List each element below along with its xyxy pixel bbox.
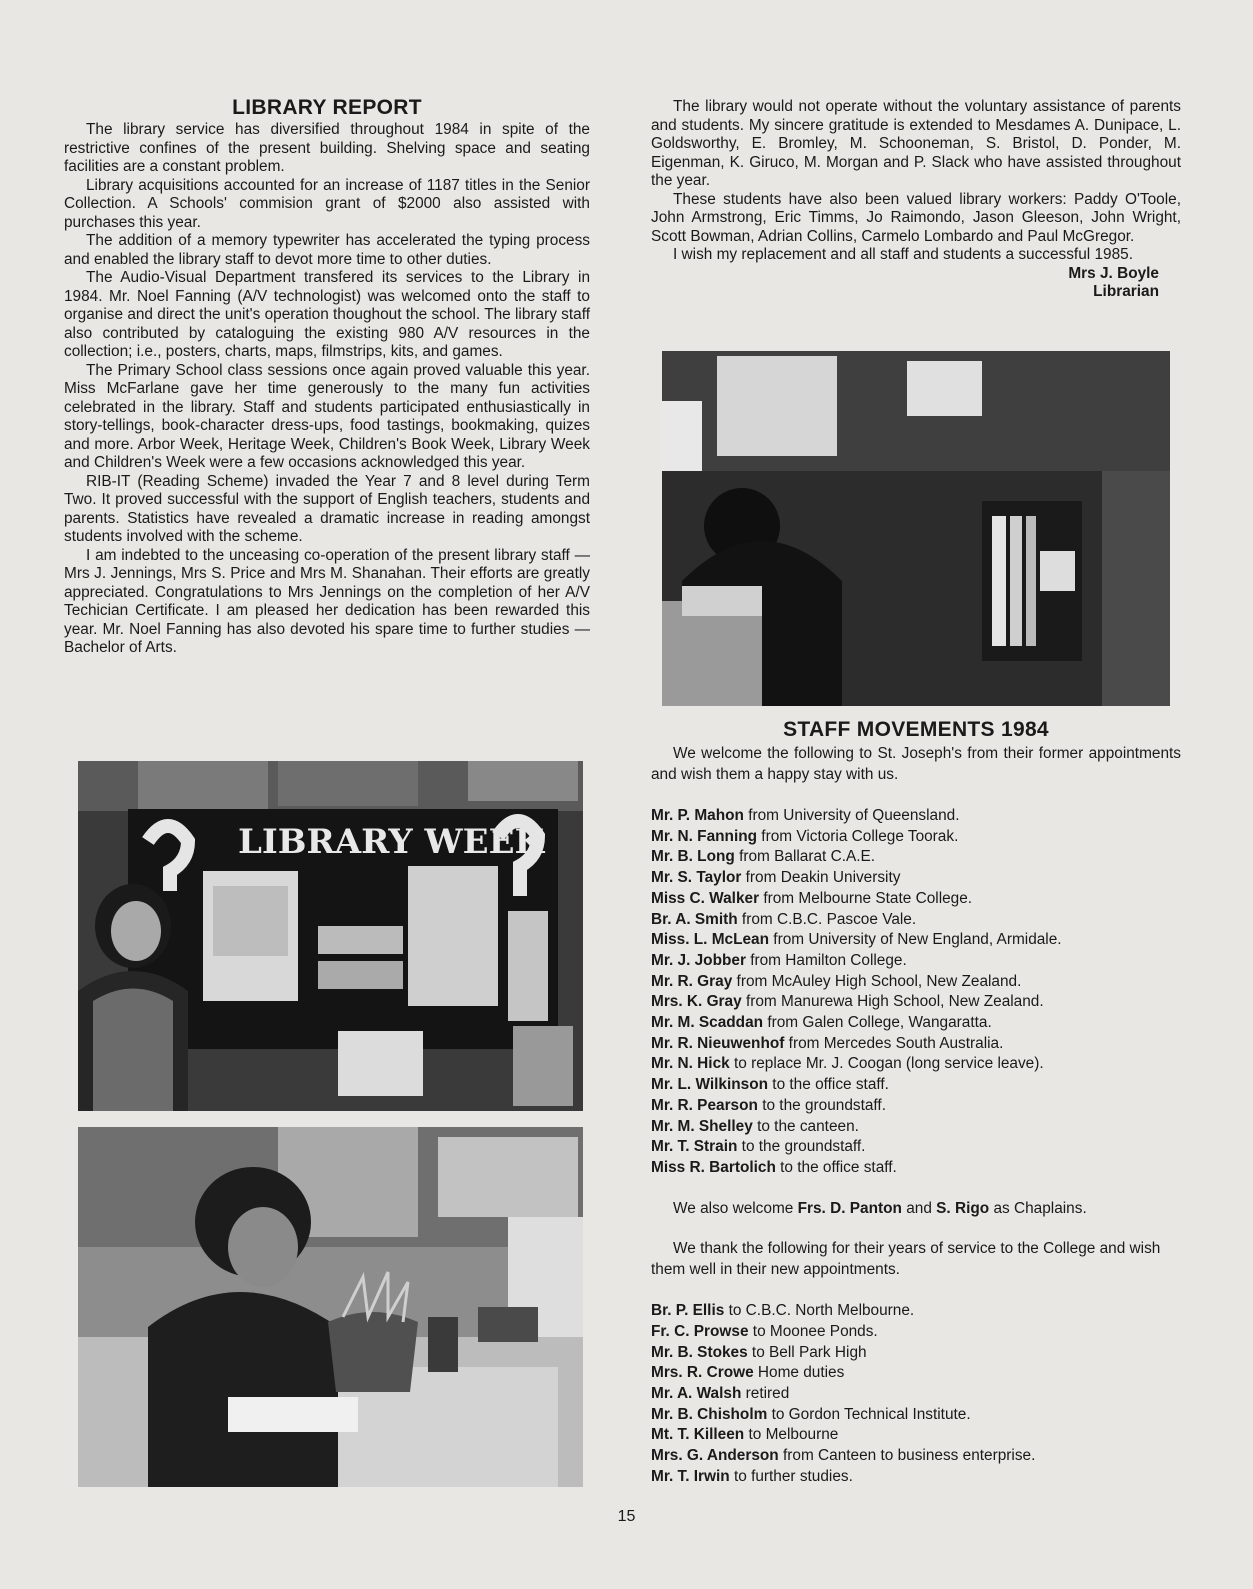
staff-detail: to Moonee Ponds. — [748, 1322, 878, 1340]
staff-name: Mrs. R. Crowe — [651, 1364, 754, 1382]
staff-movements-section — [651, 718, 1191, 1487]
staff-entry — [651, 1363, 1191, 1384]
staff-name: Mr. L. Wilkinson — [651, 1076, 769, 1094]
staff-detail: from Hamilton College. — [745, 951, 907, 969]
library-report-paragraph: Library acquisitions accounted for an increase of 1187 titles in the Senior Collection. A Schools' commision grant of $2000 also assisted with purchases this year. — [64, 176, 590, 231]
staff-name: Miss. L. McLean — [651, 931, 770, 949]
staff-detail: to Bell Park High — [747, 1343, 867, 1361]
staff-detail: to further studies. — [729, 1467, 853, 1485]
staff-entry — [651, 1013, 1191, 1034]
staff-entry — [651, 1446, 1191, 1467]
staff-name: Mr. M. Scaddan — [651, 1014, 764, 1032]
staff-name: Br. A. Smith — [651, 910, 738, 928]
staff-name: Miss R. Bartolich — [651, 1158, 776, 1176]
staff-detail: Home duties — [753, 1364, 845, 1382]
staff-entry — [651, 1075, 1191, 1096]
staff-detail: from Deakin University — [741, 869, 901, 887]
typewriter-photo-image — [78, 1127, 583, 1487]
staff-name: Mr. B. Chisholm — [651, 1405, 768, 1423]
staff-name: Mr. N. Hick — [651, 1055, 730, 1073]
staff-entry — [651, 1054, 1191, 1075]
staff-name: Mrs. G. Anderson — [651, 1447, 779, 1465]
signature-role: Librarian — [1093, 283, 1159, 300]
staff-detail: to Gordon Technical Institute. — [767, 1405, 971, 1423]
library-report-paragraph: The library service has diversified throughout 1984 in spite of the restrictive confines of the present building. Shelving space and seating facilities are a constant problem. — [64, 121, 590, 175]
staff-entry — [651, 1425, 1191, 1446]
library-report-paragraph: The Audio-Visual Department transfered its services to the Library in 1984. Mr. Noel Fanning (A/V technologist) was welcomed onto the staff to organise and direct the unit's operation thoughout the school. The library staff also contributed by cataloguing the existing 980 A/V resources in the collection; i.e., posters, charts, maps, filmstrips, kits, and games. — [64, 269, 590, 360]
page-number: 15 — [617, 1508, 636, 1525]
staff-detail: from Ballarat C.A.E. — [734, 848, 876, 866]
library-report-paragraph: The Primary School class sessions once again proved valuable this year. Miss McFarlane gave her time generously to the many fun activities celebrated in the library. Staff and students participated enthusiastically in story-tellings, book-character dress-ups, food tastings, bookmaking, quizes and more. Arbor Week, Heritage Week, Children's Book Week, Library Week and Children's Week were a few occasions acknowledged this year. — [64, 361, 590, 471]
arrivals-list — [651, 806, 1191, 1179]
library-report-column — [64, 96, 590, 658]
staff-movements-title: STAFF MOVEMENTS 1984 — [783, 718, 1049, 741]
staff-detail: to the office staff. — [768, 1076, 889, 1094]
staff-name: Mr. S. Taylor — [651, 869, 742, 887]
staff-detail: from Galen College, Wangaratta. — [763, 1014, 992, 1032]
library-report-paragraph: The library would not operate without the voluntary assistance of parents and students. My sincere gratitude is extended to Mesdames A. Dunipace, L. Goldsworthy, E. Bromley, M. Schooneman, S. Bristol, D. Ponder, M. Eigenman, K. Giruco, M. Morgan and P. Slack who have assisted throughout the year. — [651, 98, 1181, 189]
staff-entry — [651, 1096, 1191, 1117]
staff-entry — [651, 972, 1191, 993]
chaplains-note — [651, 1199, 1191, 1220]
staff-detail: from University of Queensland. — [743, 807, 960, 824]
library-week-photo — [78, 761, 583, 1111]
staff-entry — [651, 827, 1191, 848]
signature-name: Mrs J. Boyle — [1068, 264, 1159, 282]
staff-name: Fr. C. Prowse — [651, 1322, 749, 1340]
staff-entry — [651, 889, 1191, 910]
staff-name: Mr. B. Long — [651, 848, 735, 866]
staff-entry — [651, 868, 1191, 889]
staff-detail: to C.B.C. North Melbourne. — [724, 1302, 915, 1320]
chaplain-name: Frs. D. Panton — [797, 1199, 902, 1217]
typewriter-photo — [78, 1127, 583, 1487]
thanks-intro: We thank the following for their years of service to the College and wish them well in their new appointments. — [651, 1240, 1161, 1278]
staff-name: Miss C. Walker — [651, 889, 760, 907]
staff-name: Mr. T. Strain — [651, 1138, 738, 1156]
staff-entry — [651, 930, 1191, 951]
staff-entry — [651, 992, 1191, 1013]
staff-name: Mr. A. Walsh — [651, 1384, 742, 1402]
departures-list — [651, 1301, 1191, 1487]
staff-entry — [651, 1117, 1191, 1138]
staff-detail: to the office staff. — [775, 1158, 897, 1176]
staff-name: Mr. J. Jobber — [651, 951, 746, 969]
staff-detail: from C.B.C. Pascoe Vale. — [737, 910, 917, 928]
library-report-paragraph: I am indebted to the unceasing co-operation of the present library staff — Mrs J. Jennings, Mrs S. Price and Mrs M. Shanahan. Their efforts are greatly appreciated. Congratulations to Mrs Jennings on the completion of her A/V Techician Certificate. I am pleased her dedication has been rewarded this year. Mr. Noel Fanning has also devoted his spare time to further studies — Bachelor of Arts. — [64, 546, 590, 656]
staff-name: Mr. N. Fanning — [651, 827, 758, 845]
chaplains-suffix: as Chaplains. — [989, 1199, 1087, 1217]
staff-name: Mr. M. Shelley — [651, 1117, 753, 1135]
staff-entry — [651, 806, 1191, 827]
staff-entry — [651, 1322, 1191, 1343]
staff-entry — [651, 847, 1191, 868]
staff-detail: from Canteen to business enterprise. — [778, 1447, 1036, 1465]
right-column — [651, 98, 1181, 302]
chaplains-and: and — [901, 1199, 937, 1217]
staff-entry — [651, 1343, 1191, 1364]
staff-movements-intro: We welcome the following to St. Joseph's from their former appointments and wish them a happy stay with us. — [651, 745, 1181, 783]
staff-name: Mr. R. Pearson — [651, 1096, 758, 1114]
staff-entry — [651, 910, 1191, 931]
staff-name: Mr. P. Mahon — [651, 807, 744, 824]
staff-detail: to the groundstaff. — [757, 1096, 886, 1114]
librarian-desk-photo — [662, 351, 1170, 706]
library-report-paragraph: These students have also been valued library workers: Paddy O'Toole, John Armstrong, Eric Timms, Jo Raimondo, Jason Gleeson, John Wright, Scott Bowman, Adrian Collins, Carmelo Lombardo and Paul McGregor. — [651, 190, 1181, 245]
staff-detail: to Melbourne — [744, 1426, 839, 1444]
staff-detail: to replace Mr. J. Coogan (long service leave). — [729, 1055, 1044, 1073]
staff-entry — [651, 1137, 1191, 1158]
library-week-photo-image — [78, 761, 583, 1111]
chaplains-prefix: We also welcome — [673, 1199, 798, 1217]
staff-name: Br. P. Ellis — [651, 1302, 725, 1320]
chaplain-name: S. Rigo — [936, 1199, 990, 1217]
staff-name: Mr. T. Irwin — [651, 1467, 730, 1485]
staff-entry — [651, 1467, 1191, 1488]
staff-detail: retired — [741, 1384, 790, 1402]
library-report-paragraph: The addition of a memory typewriter has accelerated the typing process and enabled the library staff to devot more time to other duties. — [64, 232, 590, 268]
staff-entry — [651, 1384, 1191, 1405]
staff-detail: to the groundstaff. — [737, 1138, 866, 1156]
staff-detail: to the canteen. — [752, 1117, 859, 1135]
library-report-paragraph: I wish my replacement and all staff and students a successful 1985. — [673, 246, 1133, 263]
library-report-paragraph: RIB-IT (Reading Scheme) invaded the Year 7 and 8 level during Term Two. It proved successful with the support of English teachers, students and parents. Statistics have revealed a dramatic increase in reading amongst students involved with the scheme. — [64, 472, 590, 545]
staff-detail: from University of New England, Armidale. — [769, 931, 1062, 949]
librarian-desk-photo-image — [662, 351, 1170, 706]
staff-name: Mr. R. Gray — [651, 972, 733, 990]
staff-name: Mr. B. Stokes — [651, 1343, 748, 1361]
staff-name: Mt. T. Killeen — [651, 1426, 745, 1444]
library-report-title: LIBRARY REPORT — [232, 96, 422, 119]
staff-entry — [651, 1158, 1191, 1179]
staff-name: Mr. R. Nieuwenhof — [651, 1034, 785, 1052]
staff-detail: from Victoria College Toorak. — [757, 827, 959, 845]
staff-detail: from Mercedes South Australia. — [784, 1034, 1004, 1052]
staff-entry — [651, 951, 1191, 972]
staff-entry — [651, 1405, 1191, 1426]
staff-detail: from Manurewa High School, New Zealand. — [741, 993, 1044, 1011]
library-week-banner: LIBRARY WEEK — [238, 822, 545, 862]
staff-name: Mrs. K. Gray — [651, 993, 742, 1011]
staff-detail: from Melbourne State College. — [759, 889, 973, 907]
staff-entry — [651, 1301, 1191, 1322]
staff-detail: from McAuley High School, New Zealand. — [732, 972, 1022, 990]
staff-entry — [651, 1034, 1191, 1055]
